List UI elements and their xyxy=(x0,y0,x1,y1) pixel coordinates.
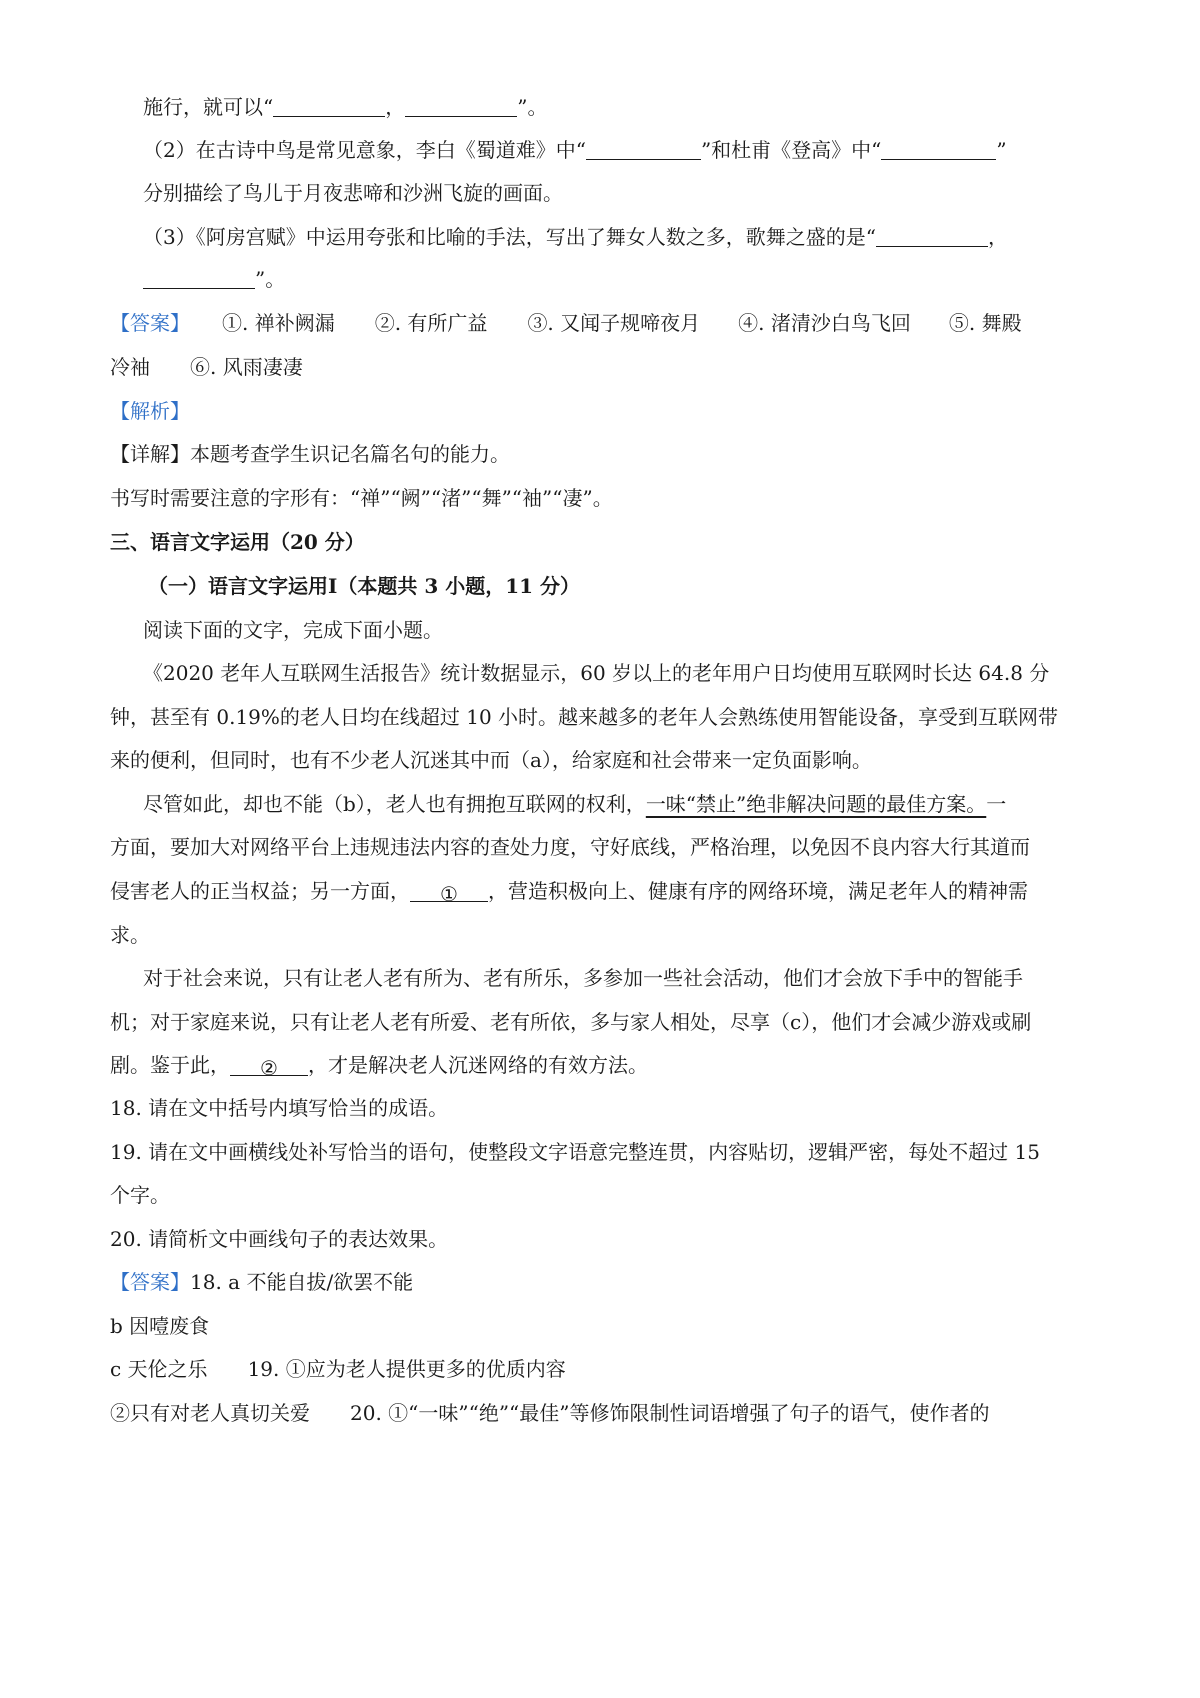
answer-item: 18. a 不能自拔/欲罢不能 xyxy=(190,1270,414,1294)
text: ， xyxy=(987,225,1008,249)
answer-item: ④. 渚清沙白鸟飞回 xyxy=(738,311,911,335)
text: 施行，就可以“ xyxy=(143,95,274,119)
answer-item: c 天伦之乐 xyxy=(110,1357,208,1381)
text: （2）在古诗中鸟是常见意象，李白《蜀道难》中“ xyxy=(143,138,586,162)
detail-text: 【详解】本题考查学生识记名篇名句的能力。 xyxy=(110,442,510,466)
text: ， xyxy=(385,95,406,119)
fill-blank xyxy=(273,94,385,117)
answer-label: 【答案】 xyxy=(110,1270,190,1294)
text: 尽管如此，却也不能（b），老人也有拥抱互联网的权利， xyxy=(143,792,646,816)
passage-p1-line-2: 钟，甚至有 0.19%的老人日均在线超过 10 小时。越来越多的老年人会熟练使用智能设备，享受到互联网带 xyxy=(110,705,1059,729)
text: 一 xyxy=(986,792,1007,816)
passage-p1-line-1: 《2020 老年人互联网生活报告》统计数据显示，60 岁以上的老年用户日均使用互联网时长达 64.8 分 xyxy=(143,661,1050,685)
question-18: 18. 请在文中括号内填写恰当的成语。 xyxy=(110,1096,449,1120)
answer-item: ⑥. 风雨凄凄 xyxy=(190,355,303,379)
blank-2: ② xyxy=(230,1053,308,1076)
question-20: 20. 请简析文中画线句子的表达效果。 xyxy=(110,1227,449,1251)
q17-answer-cont xyxy=(110,352,303,382)
q17-line-1 xyxy=(143,92,547,122)
passage-p3-line-1: 对于社会来说，只有让老人老有所为、老有所乐，多参加一些社会活动，他们才会放下手中的智能手 xyxy=(143,966,1023,990)
answer-item: ①. 禅补阙漏 xyxy=(222,311,335,335)
question-19-line-2: 个字。 xyxy=(110,1183,170,1207)
text: 侵害老人的正当权益；另一方面， xyxy=(110,879,410,903)
fill-blank xyxy=(405,94,517,117)
text: ” xyxy=(996,138,1007,162)
passage-p3-line-3 xyxy=(110,1050,648,1080)
text: （3）《阿房宫赋》中运用夸张和比喻的手法，写出了舞女人数之多，歌舞之盛的是“ xyxy=(143,225,876,249)
fill-blank xyxy=(586,137,701,160)
answer-18b: b 因噎废食 xyxy=(110,1314,210,1338)
passage-p3-line-2: 机；对于家庭来说，只有让老人老有所爱、老有所依，多与家人相处，尽享（c），他们才会减少游戏或刷 xyxy=(110,1010,1032,1034)
text: ，营造积极向上、健康有序的网络环境，满足老年人的精神需 xyxy=(488,879,1028,903)
answer-item: ③. 又闻子规啼夜月 xyxy=(527,311,701,335)
text: ”。 xyxy=(517,95,548,119)
answer-item: ②只有对老人真切关爱 xyxy=(110,1401,310,1425)
analysis-label: 【解析】 xyxy=(110,399,190,423)
text: ”和杜甫《登高》中“ xyxy=(700,138,882,162)
answer-item: ②. 有所广益 xyxy=(374,311,488,335)
q17-answer-line xyxy=(110,308,1022,338)
section-subtitle: （一）语言文字运用Ⅰ（本题共 3 小题，11 分） xyxy=(148,574,580,598)
passage-p1-line-3: 来的便利，但同时，也有不少老人沉迷其中而（a），给家庭和社会带来一定负面影响。 xyxy=(110,748,872,772)
text: ”。 xyxy=(255,267,286,291)
passage-p2-line-2: 方面，要加大对网络平台上违规违法内容的查处力度，守好底线，严格治理，以免因不良内容大行其道而 xyxy=(110,835,1030,859)
text: 剧。鉴于此， xyxy=(110,1053,230,1077)
answer-item: 冷袖 xyxy=(110,355,150,379)
q17-line-2 xyxy=(143,135,1007,165)
fill-blank xyxy=(143,266,255,289)
q17-line-3: 分别描绘了鸟儿于月夜悲啼和沙洲飞旋的画面。 xyxy=(143,181,563,205)
passage-p2-line-3 xyxy=(110,876,1028,906)
answer-18c-19a-line xyxy=(110,1354,566,1384)
passage-p2-line-4: 求。 xyxy=(110,923,150,947)
answer-item: 19. ①应为老人提供更多的优质内容 xyxy=(247,1357,566,1381)
answer-item: 20. ①“一味”“绝”“最佳”等修饰限制性词语增强了句子的语气，使作者的 xyxy=(350,1401,990,1425)
text: ，才是解决老人沉迷网络的有效方法。 xyxy=(308,1053,648,1077)
answer-label: 【答案】 xyxy=(110,311,190,335)
fill-blank xyxy=(876,224,988,247)
passage-p2-line-1 xyxy=(143,789,1006,819)
blank-1: ① xyxy=(410,879,488,902)
fill-blank xyxy=(881,137,996,160)
passage-intro: 阅读下面的文字，完成下面小题。 xyxy=(143,618,443,642)
note-text: 书写时需要注意的字形有：“禅”“阙”“渚”“舞”“袖”“凄”。 xyxy=(110,486,613,510)
answer-19b-20-line xyxy=(110,1398,990,1428)
answer-item: ⑤. 舞殿 xyxy=(948,311,1022,335)
q17-line-5 xyxy=(143,264,285,294)
underlined-sentence: 一味“禁止”绝非解决问题的最佳方案。 xyxy=(645,792,987,816)
q17-line-4 xyxy=(143,222,1008,252)
section-title: 三、语言文字运用（20 分） xyxy=(110,530,365,554)
question-19-line-1: 19. 请在文中画横线处补写恰当的语句，使整段文字语意完整连贯，内容贴切，逻辑严密，每处不超过 15 xyxy=(110,1140,1040,1164)
answer-18a-line xyxy=(110,1267,413,1297)
